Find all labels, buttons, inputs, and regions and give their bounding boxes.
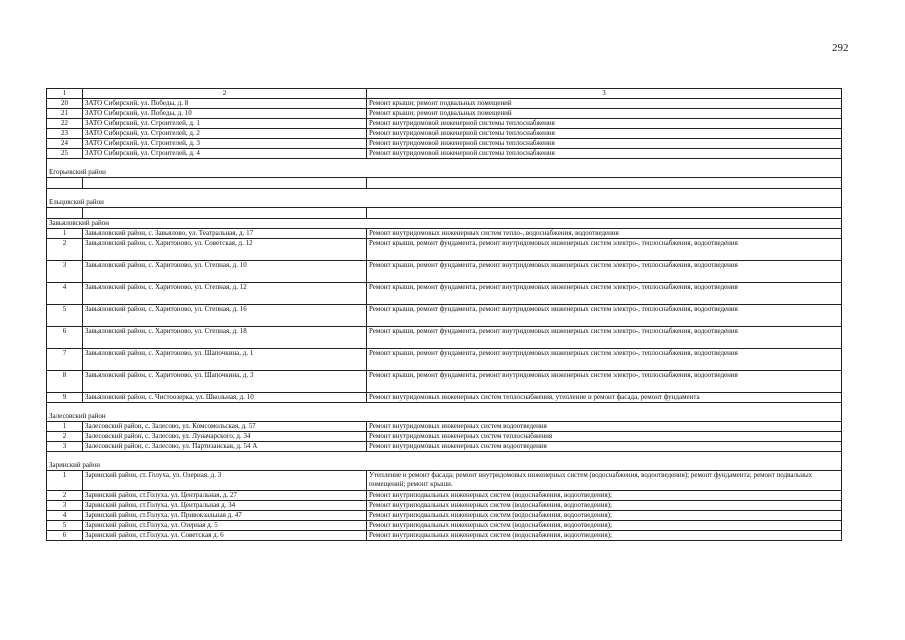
table-row	[47, 305, 842, 327]
row-address: Заринский район, ст.Голуха, ул. Центральная, д. 27	[83, 491, 367, 501]
row-address: ЗАТО Сибирский, ул. Строителей, д. 4	[83, 149, 367, 159]
header-col-2: 2	[83, 89, 367, 99]
row-work: Ремонт крыши, ремонт фундамента, ремонт внутридомовых инженерных систем электро-, теплоснабжения, водоотведения	[367, 239, 842, 261]
table-row	[47, 149, 842, 159]
empty-cell	[83, 178, 367, 189]
section-heading-row	[47, 219, 842, 229]
row-number: 3	[47, 442, 83, 452]
table-row	[47, 371, 842, 393]
row-work: Ремонт внутридомовой инженерной системы теплоснабжения	[367, 139, 842, 149]
section-title-zalesovsky: Залесовский район	[47, 403, 842, 422]
header-col-3: 3	[367, 89, 842, 99]
row-number: 2	[47, 239, 83, 261]
row-work: Ремонт внутриподвальных инженерных систем (водоснабжения, водоотведения);	[367, 491, 842, 501]
row-work: Ремонт крыши, ремонт фундамента, ремонт внутридомовых инженерных систем электро-, теплоснабжения, водоотведения	[367, 305, 842, 327]
empty-cell	[47, 178, 83, 189]
row-work: Ремонт крыши; ремонт подвальных помещений	[367, 99, 842, 109]
row-number: 5	[47, 305, 83, 327]
table-row	[47, 327, 842, 349]
section-heading-row	[47, 403, 842, 422]
row-number: 6	[47, 327, 83, 349]
row-address: Заринский район, ст. Голуха, ул. Озерная, д. 3	[83, 471, 367, 491]
row-work: Ремонт внутридомовых инженерных систем водоотведения	[367, 442, 842, 452]
row-address: Залесовский район, с. Залесово, ул. Партизанская, д. 54 А	[83, 442, 367, 452]
table-row	[47, 521, 842, 531]
table-row	[47, 139, 842, 149]
table-row	[47, 511, 842, 521]
row-number: 1	[47, 422, 83, 432]
row-number: 6	[47, 531, 83, 541]
section-title-eltsovsky: Ельцовский район	[47, 189, 842, 208]
row-address: Завьяловский район, с. Харитоново, ул. Шапочкина, д. 3	[83, 371, 367, 393]
empty-cell	[83, 208, 367, 219]
section-title-zarinsky: Заринский район	[47, 452, 842, 471]
table-row	[47, 471, 842, 491]
row-number: 20	[47, 99, 83, 109]
row-number: 8	[47, 371, 83, 393]
table-row	[47, 349, 842, 371]
row-work: Ремонт внутридомовых инженерных систем тепло-, водоснабжения, водоотведения	[367, 229, 842, 239]
row-address: Завьяловский район, с. Харитоново, ул. Степная, д. 18	[83, 327, 367, 349]
row-number: 3	[47, 261, 83, 283]
table-row	[47, 239, 842, 261]
row-number: 9	[47, 393, 83, 403]
row-address: Заринский район, ст.Голуха, ул. Озерная д. 5	[83, 521, 367, 531]
table-row	[47, 442, 842, 452]
row-address: ЗАТО Сибирский, ул. Строителей, д. 3	[83, 139, 367, 149]
row-number: 21	[47, 109, 83, 119]
row-address: Заринский район, ст.Голуха, ул. Советская д. 6	[83, 531, 367, 541]
empty-row	[47, 178, 842, 189]
row-number: 4	[47, 511, 83, 521]
row-address: Завьяловский район, с. Харитоново, ул. Шапочкина, д. 1	[83, 349, 367, 371]
row-work: Ремонт крыши, ремонт фундамента, ремонт внутридомовых инженерных систем электро-, теплоснабжения, водоотведения	[367, 327, 842, 349]
section-title-zavyalovsky: Завьяловский район	[47, 219, 842, 229]
table-row	[47, 229, 842, 239]
row-work: Ремонт внутридомовой инженерной системы теплоснабжения	[367, 119, 842, 129]
row-number: 2	[47, 432, 83, 442]
table-row	[47, 119, 842, 129]
row-address: Завьяловский район, с. Чистоозерка, ул. Школьная, д. 10	[83, 393, 367, 403]
row-work: Ремонт внутридомовых инженерных систем теплоснабжения, утепление и ремонт фасада, ремонт фундамента	[367, 393, 842, 403]
row-address: Завьяловский район, с. Харитоново, ул. Советская, д. 12	[83, 239, 367, 261]
row-number: 2	[47, 491, 83, 501]
row-work: Ремонт внутридомовых инженерных систем водоотведения	[367, 422, 842, 432]
row-work: Ремонт крыши, ремонт фундамента, ремонт внутридомовых инженерных систем электро-, теплоснабжения, водоотведения	[367, 371, 842, 393]
table-row	[47, 109, 842, 119]
row-address: Завьяловский район, с. Харитоново, ул. Степная, д. 10	[83, 261, 367, 283]
row-address: ЗАТО Сибирский, ул. Победы, д. 10	[83, 109, 367, 119]
table-row	[47, 393, 842, 403]
repair-table	[46, 88, 842, 541]
table-row	[47, 422, 842, 432]
table-header-row	[47, 89, 842, 99]
row-number: 1	[47, 229, 83, 239]
row-number: 3	[47, 501, 83, 511]
row-address: Заринский район, ст.Голуха, ул. Центральная д. 34	[83, 501, 367, 511]
empty-cell	[367, 178, 842, 189]
row-work: Ремонт внутриподвальных инженерных систем (водоснабжения, водоотведения);	[367, 501, 842, 511]
row-number: 24	[47, 139, 83, 149]
row-number: 22	[47, 119, 83, 129]
row-work: Ремонт крыши; ремонт подвальных помещений	[367, 109, 842, 119]
row-work: Ремонт крыши, ремонт фундамента, ремонт внутридомовых инженерных систем электро-, теплоснабжения, водоотведения	[367, 349, 842, 371]
row-address: Завьяловский район, с. Харитоново, ул. Степная, д. 16	[83, 305, 367, 327]
row-address: Залесовский район, с. Залесово, ул. Луначарского, д. 34	[83, 432, 367, 442]
row-work: Ремонт внутриподвальных инженерных систем (водоснабжения, водоотведения);	[367, 521, 842, 531]
row-address: ЗАТО Сибирский, ул. Строителей, д. 2	[83, 129, 367, 139]
table-row	[47, 491, 842, 501]
table-row	[47, 531, 842, 541]
table-row	[47, 283, 842, 305]
row-number: 1	[47, 471, 83, 491]
row-work: Ремонт внутридомовой инженерной системы теплоснабжения	[367, 129, 842, 139]
table-row	[47, 501, 842, 511]
table-row	[47, 99, 842, 109]
empty-cell	[47, 208, 83, 219]
empty-cell	[367, 208, 842, 219]
row-number: 23	[47, 129, 83, 139]
table-row	[47, 129, 842, 139]
header-col-1: 1	[47, 89, 83, 99]
row-address: Завьяловский район, с. Харитоново, ул. Степная, д. 12	[83, 283, 367, 305]
row-number: 5	[47, 521, 83, 531]
row-work: Ремонт внутридомовой инженерной системы теплоснабжения	[367, 149, 842, 159]
row-address: Завьяловский район, с. Завьялово, ул. Театральная, д. 17	[83, 229, 367, 239]
table-row	[47, 261, 842, 283]
row-address: ЗАТО Сибирский, ул. Победы, д. 8	[83, 99, 367, 109]
row-number: 7	[47, 349, 83, 371]
row-work: Ремонт крыши, ремонт фундамента, ремонт внутридомовых инженерных систем электро-, теплоснабжения, водоотведения	[367, 261, 842, 283]
section-heading-row	[47, 452, 842, 471]
section-title-egoryevsky: Егорьевский район	[47, 159, 842, 178]
row-number: 25	[47, 149, 83, 159]
section-heading-row	[47, 159, 842, 178]
row-address: ЗАТО Сибирский, ул. Строителей, д. 1	[83, 119, 367, 129]
empty-row	[47, 208, 842, 219]
row-work: Ремонт внутридомовых инженерных систем теплоснабжения	[367, 432, 842, 442]
row-work: Ремонт внутриподвальных инженерных систем (водоснабжения, водоотведения);	[367, 511, 842, 521]
table-row	[47, 432, 842, 442]
page-number: 292	[832, 42, 849, 54]
section-heading-row	[47, 189, 842, 208]
row-address: Залесовский район, с. Залесово, ул. Комсомольская, д. 57	[83, 422, 367, 432]
row-work: Ремонт крыши, ремонт фундамента, ремонт внутридомовых инженерных систем электро-, теплоснабжения, водоотведения	[367, 283, 842, 305]
row-number: 4	[47, 283, 83, 305]
row-work: Утепление и ремонт фасада; ремонт внутридомовых инженерных систем (водоснабжения, водоотведения); ремонт фундамента; ремонт подвальных помещений; ремонт крыши.	[367, 471, 842, 491]
row-work: Ремонт внутриподвальных инженерных систем (водоснабжения, водоотведения);	[367, 531, 842, 541]
row-address: Заринский район, ст.Голуха, ул. Привокзальная д. 47	[83, 511, 367, 521]
